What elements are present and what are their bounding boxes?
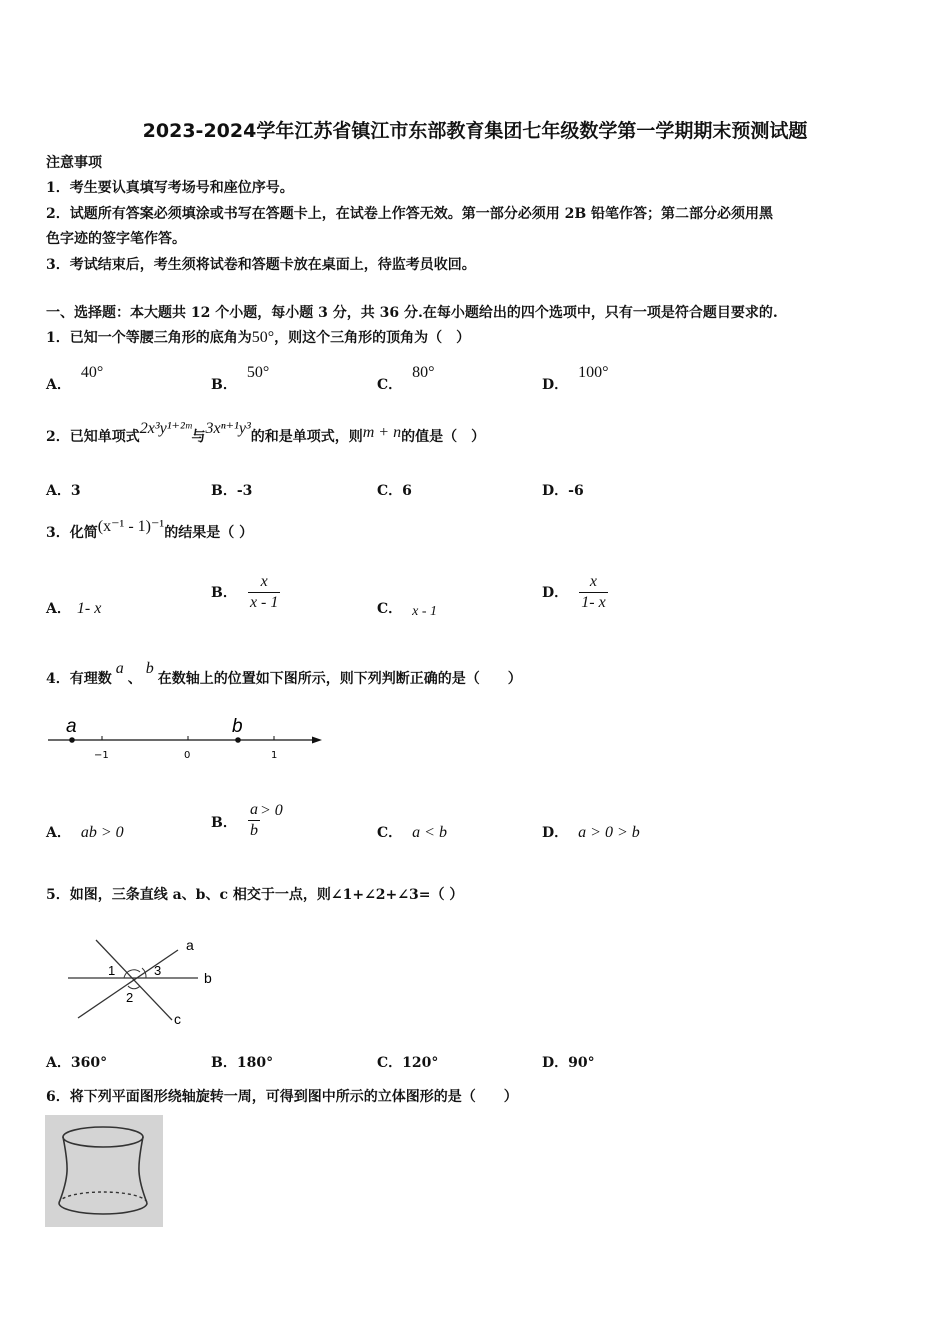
q3-option-c[interactable]: C． x - 1 (377, 601, 438, 619)
tick-label-1: 1 (271, 750, 278, 761)
q1-option-d[interactable]: D．100° (542, 364, 609, 393)
q1-option-c[interactable]: C．80° (377, 364, 435, 393)
q3-option-b[interactable]: B． $\frac{x}{x - 1}$ (211, 573, 279, 611)
q5-option-b[interactable]: B．180° (211, 1055, 274, 1071)
q3-b-numerator: x (248, 572, 280, 593)
question-2-stem: 2．已知单项式2x³y¹⁺²ᵐ与3xⁿ⁺¹y³的和是单项式，则m + n的值是（ ） (46, 420, 486, 445)
solid-figure (45, 1115, 163, 1227)
q1-option-b[interactable]: B．50° (211, 364, 270, 393)
q2-option-a[interactable]: A．3 (46, 483, 81, 499)
question-6-stem: 6．将下列平面图形绕轴旋转一周，可得到图中所示的立体图形的是（ ） (46, 1089, 518, 1105)
label-a: a (66, 716, 77, 737)
notice-heading: 注意事项 (46, 155, 102, 171)
number-line-figure (44, 708, 328, 768)
q3-b-denominator: x - 1 (249, 594, 279, 611)
q2-expr: m + n (362, 424, 402, 441)
tick-label-0: 0 (184, 750, 191, 761)
tick-label-neg1: −1 (94, 750, 109, 761)
angle-arc-2 (128, 986, 140, 989)
notice-item-3: 3．考试结束后，考生须将试卷和答题卡放在桌面上，待监考员收回。 (46, 257, 476, 273)
three-lines-figure (60, 930, 230, 1030)
q2-option-c[interactable]: C．6 (377, 483, 412, 499)
q2-option-b[interactable]: B．-3 (211, 483, 253, 499)
q3-d-numerator: x (579, 572, 607, 593)
label-angle-1: 1 (108, 963, 116, 978)
point-b (235, 737, 241, 743)
q4-option-c[interactable]: C． a < b (377, 824, 447, 841)
point-a (69, 737, 75, 743)
q3-option-a[interactable]: A． 1- x (46, 600, 102, 617)
label-line-a: a (186, 937, 194, 953)
q3-d-denominator: 1- x (581, 594, 606, 611)
q4-option-a[interactable]: A． ab > 0 (46, 824, 124, 841)
notice-item-2-cont: 色字迹的签字笔作答。 (46, 231, 186, 247)
q2-term-2: 3xⁿ⁺¹y³ (205, 420, 251, 437)
line-a (78, 950, 178, 1018)
section-heading: 一、选择题：本大题共 12 个小题，每小题 3 分，共 36 分.在每小题给出的四个选项中，只有一项是符合题目要求的. (46, 305, 778, 321)
q1-angle: 50° (251, 329, 275, 346)
q4-option-b[interactable]: B． $\frac{a}{b}$ > 0 (211, 801, 283, 839)
q2-term-1: 2x³y¹⁺²ᵐ (139, 420, 192, 437)
label-angle-2: 2 (126, 990, 134, 1005)
label-b: b (232, 716, 243, 737)
figure-background (45, 1115, 163, 1227)
notice-item-2: 2．试题所有答案必须填涂或书写在答题卡上，在试卷上作答无效。第一部分必须用 2B 铅笔作答；第二部分必须用黑 (46, 206, 774, 222)
q3-option-d[interactable]: D． $\frac{x}{1- x}$ (542, 573, 606, 611)
q4-option-d[interactable]: D． a > 0 > b (542, 824, 640, 841)
q5-option-c[interactable]: C．120° (377, 1055, 439, 1071)
q2-option-d[interactable]: D．-6 (542, 483, 584, 499)
question-1-stem: 1．已知一个等腰三角形的底角为50°，则这个三角形的顶角为（ ） (46, 329, 471, 346)
label-angle-3: 3 (154, 963, 162, 978)
q5-option-d[interactable]: D．90° (542, 1055, 595, 1071)
q3-expr: (x⁻¹ - 1)⁻¹ (97, 518, 165, 535)
notice-item-1: 1．考生要认真填写考场号和座位序号。 (46, 180, 294, 196)
label-line-c: c (174, 1011, 181, 1027)
label-line-b: b (204, 970, 212, 986)
question-5-stem: 5．如图，三条直线 a、b、c 相交于一点，则∠1+∠2+∠3=（ ） (46, 887, 464, 903)
page-title: 2023-2024学年江苏省镇江市东部教育集团七年级数学第一学期期末预测试题 (142, 120, 808, 142)
q1-option-a[interactable]: A．40° (46, 364, 104, 393)
question-4-stem: 4．有理数a、b在数轴上的位置如下图所示，则下列判断正确的是（ ） (46, 660, 522, 687)
number-line-arrow (312, 737, 322, 744)
q5-option-a[interactable]: A．360° (46, 1055, 108, 1071)
question-3-stem: 3．化简(x⁻¹ - 1)⁻¹的结果是（ ） (46, 518, 254, 541)
